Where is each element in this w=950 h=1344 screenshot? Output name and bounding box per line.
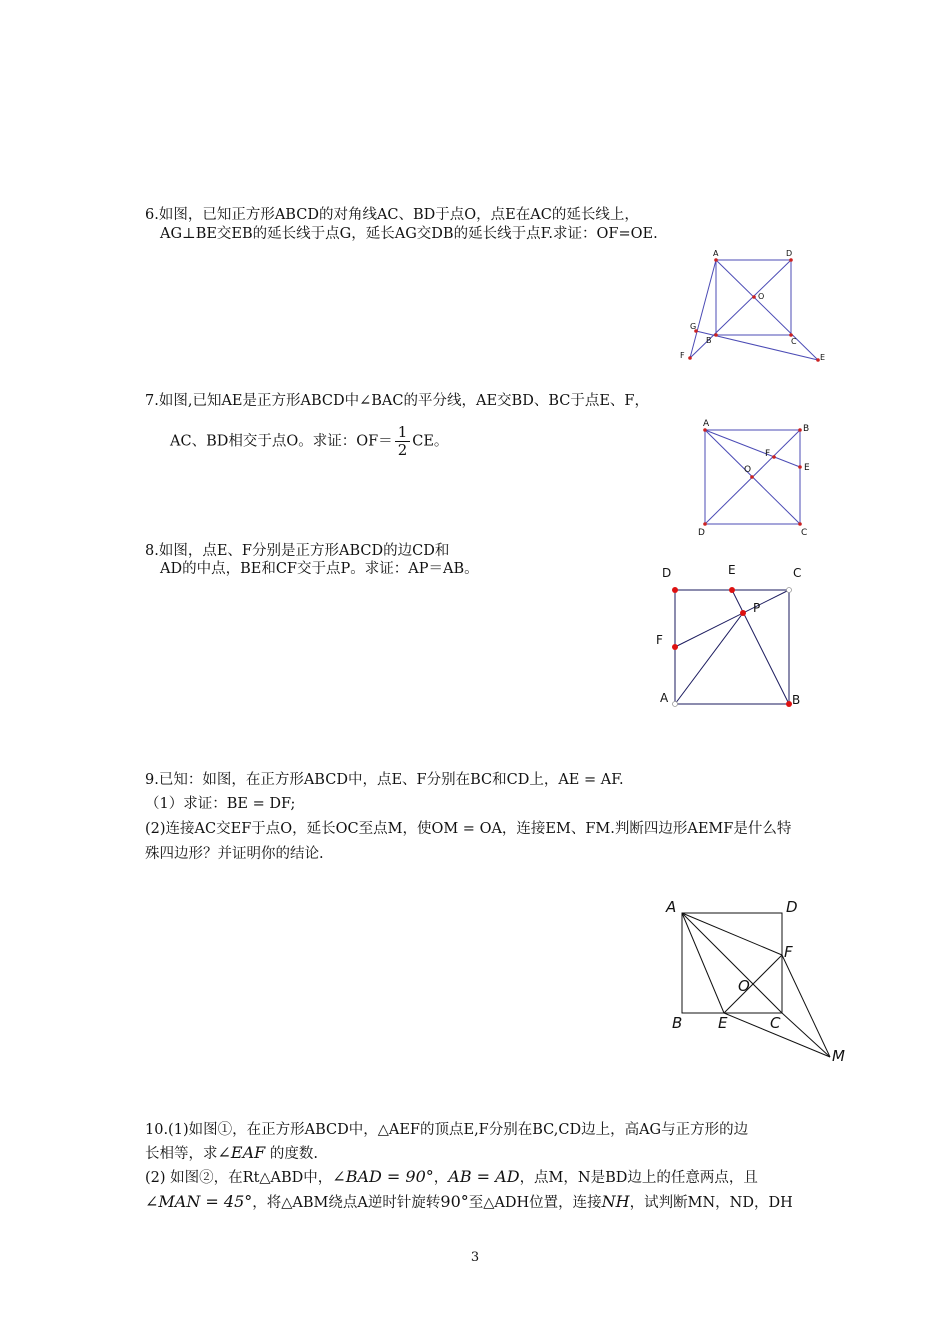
q9-label-c: C: [770, 1014, 781, 1032]
q8-label-p: P: [753, 601, 761, 615]
q7-label-a: A: [703, 419, 710, 429]
q8-line-2: AD的中点，BE和CF交于点P。求证：AP＝AB。: [160, 561, 479, 577]
q8-line-cf: [675, 590, 789, 647]
q9-line-2: （1）求证：BE = DF;: [145, 796, 296, 812]
q10-angle-bad: ∠BAD = 90°: [332, 1167, 434, 1186]
q9-line-3: (2)连接AC交EF于点O，延长OC至点M，使OM = OA，连接EM、FM.判断四边形AEMF是什么特: [145, 821, 792, 837]
q6-label-b: B: [706, 336, 712, 345]
q9-line-fm: [782, 955, 830, 1057]
q7-line-2-post: CE。: [412, 433, 449, 450]
q7-line-2: [170, 424, 448, 459]
q9-figure: [660, 895, 860, 1075]
q9-line-4: 殊四边形？并证明你的结论.: [145, 846, 324, 862]
q10-line-4-mid2: 至△ADH位置，连接: [468, 1195, 602, 1211]
q6-label-o: O: [758, 292, 765, 301]
q6-figure: [670, 245, 840, 370]
q10-angle-man: ∠MAN = 45°: [145, 1192, 253, 1211]
q10-angle-eaf: ∠EAF: [217, 1143, 266, 1162]
q7-frac-den: 2: [397, 441, 408, 459]
q6-line-ae: [716, 260, 818, 360]
q9-label-a: A: [666, 898, 677, 916]
q8-label-b: B: [792, 693, 801, 707]
q10-line-3: [145, 1168, 758, 1187]
q9-line-ac: [682, 913, 782, 1013]
q9-line-cm: [782, 1013, 830, 1057]
q9-label-b: B: [672, 1014, 683, 1032]
q7-fraction: [395, 424, 411, 459]
q10-line-4: [145, 1193, 793, 1212]
q7-label-e: E: [804, 463, 810, 473]
q10-line-2-post: 的度数.: [265, 1146, 318, 1162]
q10-line-4-mid: ，将△ABM绕点A逆时针旋转: [252, 1195, 441, 1211]
q8-line-ap: [675, 613, 743, 704]
q7-label-b: B: [803, 424, 810, 434]
q8-label-a: A: [660, 691, 669, 705]
q8-figure: [650, 560, 810, 715]
q8-label-c: C: [793, 566, 802, 580]
q10-rotation: 90°: [440, 1192, 469, 1211]
q10-line-3-pre: (2) 如图②，在Rt△ABD中，: [145, 1170, 333, 1186]
q6-label-a: A: [713, 249, 719, 258]
q6-line-af: [690, 260, 716, 358]
q6-label-d: D: [786, 249, 793, 258]
q6-label-f: F: [680, 351, 685, 360]
q7-label-o: O: [744, 465, 752, 475]
q10-nh: NH: [601, 1192, 630, 1211]
q9-label-d: D: [786, 898, 798, 916]
q6-label-e: E: [820, 353, 826, 362]
q7-frac-num: 1: [395, 424, 411, 442]
q8-label-f: F: [656, 633, 663, 647]
q9-label-e: E: [718, 1014, 728, 1032]
q8-square: [675, 590, 789, 704]
q10-line-3-post: ，点M，N是BD边上的任意两点，且: [519, 1170, 758, 1186]
q7-label-f: F: [765, 449, 771, 459]
q6-line-1: 6.如图，已知正方形ABCD的对角线AC、BD于点O，点E在AC的延长线上，: [145, 207, 639, 223]
q8-line-1: 8.如图，点E、F分别是正方形ABCD的边CD和: [145, 543, 450, 559]
q8-label-d: D: [662, 566, 672, 580]
q10-line-2-pre: 长相等，求: [145, 1146, 218, 1162]
q10-line-2: [145, 1144, 318, 1163]
q7-label-c: C: [801, 528, 808, 538]
q10-line-1: 10.(1)如图①，在正方形ABCD中，△AEF的顶点E,F分别在BC,CD边上，高AG与正方形的边: [145, 1122, 749, 1138]
q9-line-1: 9.已知：如图，在正方形ABCD中，点E、F分别在BC和CD上，AE = AF.: [145, 772, 624, 788]
q10-sep: ，: [433, 1170, 449, 1186]
q9-label-m: M: [832, 1047, 845, 1065]
q7-line-ae: [705, 430, 800, 467]
q10-line-4-post: ，试判断MN，ND，DH: [629, 1195, 793, 1211]
q7-label-d: D: [698, 528, 705, 538]
q9-label-f: F: [784, 943, 793, 961]
q8-line-be: [732, 590, 789, 704]
page-number: 3: [470, 1250, 480, 1265]
q6-line-2: AG⊥BE交EB的延长线于点G，延长AG交DB的延长线于点F.求证：OF=OE.: [160, 226, 658, 242]
q7-figure: [690, 415, 825, 540]
q7-line-2-pre: AC、BD相交于点O。求证：OF＝: [170, 433, 393, 450]
q6-label-c: C: [791, 337, 797, 346]
q10-ab-ad: AB = AD: [448, 1167, 520, 1186]
q7-line-1: 7.如图,已知AE是正方形ABCD中∠BAC的平分线，AE交BD、BC于点E、F，: [145, 393, 649, 409]
q8-label-e: E: [728, 563, 736, 577]
q6-label-g: G: [690, 322, 697, 331]
q9-label-o: O: [738, 977, 750, 995]
